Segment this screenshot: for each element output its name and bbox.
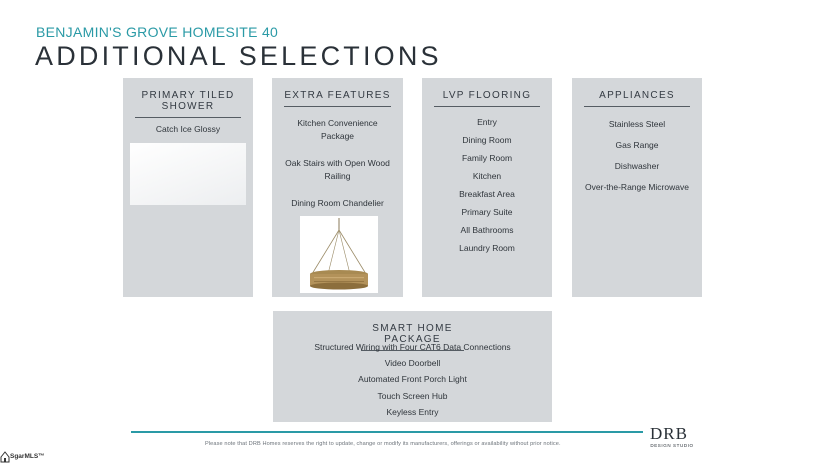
list-item: Laundry Room [459, 243, 515, 253]
page-subtitle: BENJAMIN'S GROVE HOMESITE 40 [36, 24, 279, 40]
mls-logo [0, 450, 46, 464]
card-heading: PRIMARY TILED SHOWER [135, 90, 241, 118]
footer-divider [131, 431, 643, 433]
card-appliances [572, 78, 702, 297]
list-item: Breakfast Area [459, 189, 515, 199]
list-item: Dining Room [462, 135, 512, 145]
list-item: Video Doorbell [384, 358, 441, 368]
list-item: Kitchen [472, 171, 502, 181]
list-item: Dishwasher [614, 161, 660, 171]
list-item: Stainless Steel [608, 119, 666, 129]
list-item: Family Room [461, 153, 513, 163]
drb-logo-letters: DRB [650, 424, 688, 443]
tile-swatch-image [130, 143, 246, 205]
page-title: ADDITIONAL SELECTIONS [35, 41, 442, 71]
list-item: Kitchen Convenience Package [297, 118, 378, 141]
card-smart-home-package [273, 311, 552, 422]
list-item: Touch Screen Hub [377, 391, 448, 401]
card-heading: LVP FLOORING [434, 90, 540, 107]
list-item: Oak Stairs with Open Wood Railing [285, 158, 390, 181]
list-item: Over-the-Range Microwave [585, 182, 689, 192]
list-item: Automated Front Porch Light [358, 374, 467, 384]
house-icon [0, 451, 10, 463]
list-item: Entry [477, 117, 497, 127]
list-item: Catch Ice Glossy [155, 124, 221, 134]
list-item: Primary Suite [461, 207, 513, 217]
chandelier-image [300, 216, 378, 293]
footer-disclaimer: Please note that DRB Homes reserves the right to update, change or modify its manufacturers, offerings or availability without prior notice. [205, 441, 561, 447]
card-heading: APPLIANCES [584, 90, 690, 107]
list-item: Keyless Entry [386, 407, 439, 417]
drb-logo [650, 425, 694, 448]
list-item: Structured Wiring with Four CAT6 Data Connections [314, 342, 511, 352]
list-item: All Bathrooms [460, 225, 514, 235]
mls-logo-text: SgarMLS™ [10, 453, 45, 460]
card-heading: SMART HOME PACKAGE [361, 323, 464, 351]
card-heading: EXTRA FEATURES [284, 90, 391, 107]
drb-logo-subtitle: DESIGN STUDIO [650, 443, 694, 448]
card-extra-features [272, 78, 403, 297]
card-primary-tiled-shower [123, 78, 253, 297]
list-item: Dining Room Chandelier [291, 198, 384, 208]
card-lvp-flooring [422, 78, 552, 297]
list-item: Gas Range [615, 140, 659, 150]
